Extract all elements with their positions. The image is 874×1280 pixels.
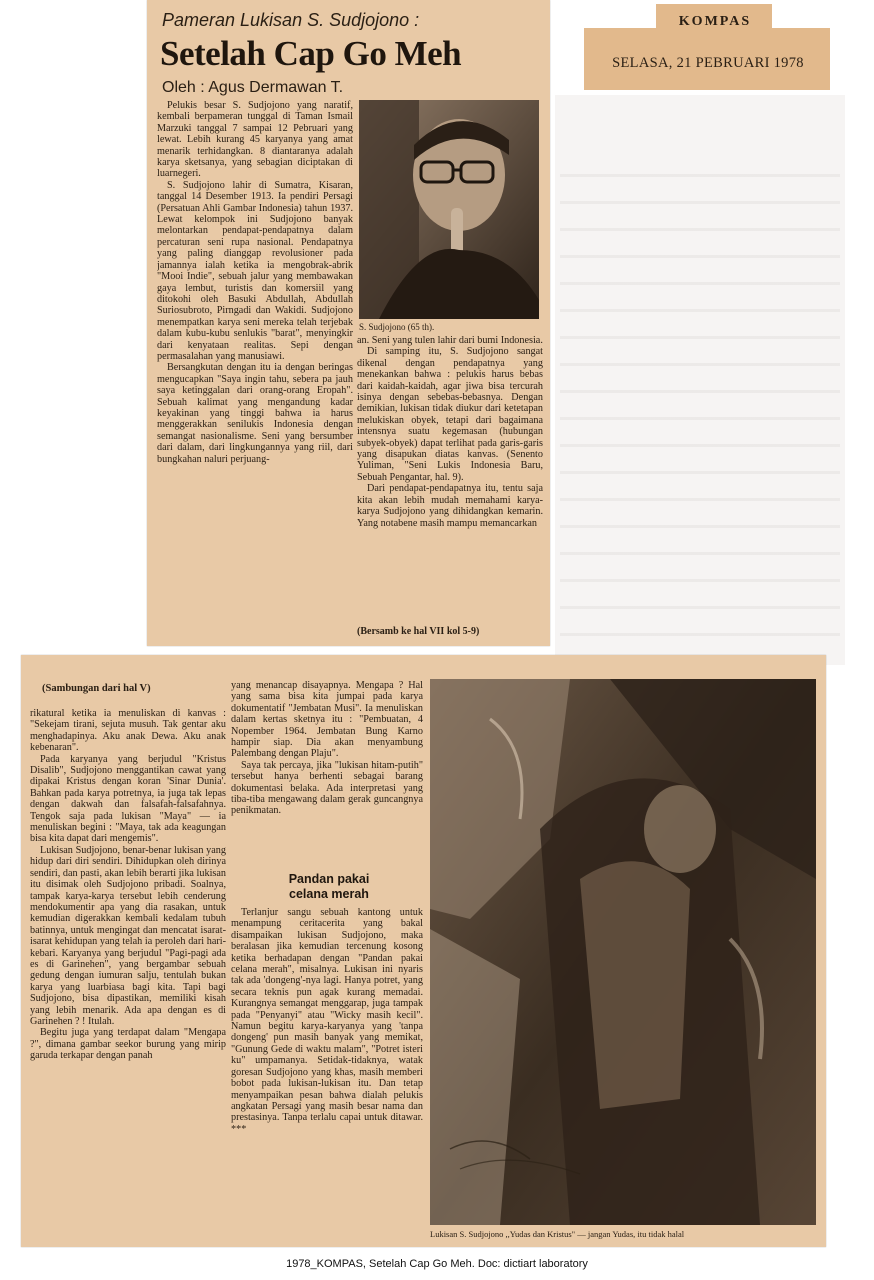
article-byline: Oleh : Agus Dermawan T. [162,79,344,96]
continuation-paragraph: Terlanjur sangu sebuah kantong untuk menampung ceritacerita yang bakal disampaikan lukisan Sudjojono, maka beralasan jika kemudian tercenung kosong ketika berhadapan dengan "Pandan pakai celana merah", misalnya. Lukisan ini nyaris tak ada 'dongeng'-nya lagi. Hanya potret, yang secara teknis pun agak kurang memadai. Kurangnya semangat menggarap, juga tampak pada "Penyanyi" atau "Wicky masih kecil". Namun begitu karya-karyanya yang 'tanpa dongeng' pun masih banyak yang memikat, "Gunung Gede di waktu malam", "Potret isteri ku" umpamanya. Setidak-tidaknya, watak goresan Sudjojono yang khas, masih memberi bobot pada lukisan-lukisan itu. Dan tetap menyampaikan pesan bahwa dialah pelukis angkatan Persagi yang masih besar nama dan prestasinya. Tanpa terlalu capai untuk ditawar. *** [231,907,423,1135]
continuation-paragraph: Saya tak percaya, jika "lukisan hitam-putih" tersebut hanya berhenti sebagai barang dokumentasi belaka. Ada interpretasi yang tiba-tiba mengawang dalam gerak guncangnya penikmatan. [231,759,423,817]
continuation-subhead: Pandan pakai celana merah [288,872,370,901]
continuation-column-2-top [231,680,423,866]
portrait-caption: S. Sudjojono (65 th). [359,322,435,332]
footer-credit: 1978_KOMPAS, Setelah Cap Go Meh. Doc: dictiart laboratory [286,1258,588,1270]
painting-caption: Lukisan S. Sudjojono ,,Yudas dan Kristus" — jangan Yudas, itu tidak halal [430,1229,685,1239]
portrait-icon [359,100,539,319]
article-paragraph: an. Seni yang tulen lahir dari bumi Indonesia. [357,335,543,346]
article-paragraph: Bersangkutan dengan itu ia dengan beringas mengucapkan "Saya ingin tahu, sebera pa jauh saya ketinggalan dari orang-orang Eropah". Sebuah kalimat yang mengandung kadar keyakinan yang tinggi bahwa ia harus menggerakkan senilukis Indonesia dengan semangat nasionalisme. Seni yang bersumber dari dalam, dari lingkungannya yang riil, dari bungkahan naluri perjuang- [157,362,353,465]
article-kicker: Pameran Lukisan S. Sudjojono : [162,10,420,30]
continuation-paragraph: Begitu juga yang terdapat dalam "Mengapa ?", dimana gambar seekor burung yang mirip garuda terkapar dengan panah [30,1027,226,1062]
continuation-paragraph: yang menancap disayapnya. Mengapa ? Hal yang sama bisa kita jumpai pada karya dokumentatif "Jembatan Musi". Ia menuliskan dalam kertas sketnya itu : "Pembuatan, 4 Nopember 1964. Jembatan Bung Karno hampir siap. Dia akan menyambung Palembang dengan Plaju". [231,680,423,760]
article-headline: Setelah Cap Go Meh [160,34,462,73]
background-sheet-lines [560,150,840,650]
continuation-column-2-bottom [231,907,423,1240]
article-column-1 [157,100,353,640]
masthead-date: SELASA, 21 PEBRUARI 1978 [612,55,804,71]
article-paragraph: S. Sudjojono lahir di Sumatra, Kisaran, tanggal 14 Desember 1913. Ia pendiri Persagi (Persatuan Ahli Gambar Indonesia) tahun 1937. Lewat kelompok ini Sudjojono banyak melontarkan pendapat-pendapatnya dalam percaturan seni rupa nasional. Pendapatnya yang paling dianggap revolusioner pada jamannya ialah ketika ia mengobrak-abrik "Mooi Indie", sebuah jalur yang membawakan gaya lembut, turistis dan komersiil yang ditokohi oleh Basuki Abdullah, Abdullah Suriosubroto, Pirngadi dan Wakidi. Sudjojono menempatkan karya seni mereka telah terjebak dalam kubu-kubu senlukis "barat", menyingkir dari kenyataan realitas. Sepi dengan permasalahan yang manusiawi. [157,179,353,362]
article-column-2 [357,335,543,623]
masthead-name: KOMPAS [678,14,752,29]
continued-note: (Bersamb ke hal VII kol 5-9) [357,626,480,637]
continuation-paragraph: Lukisan Sudjojono, benar-benar lukisan yang hidup dari diri sendiri. Dihidupkan oleh dirinya sendiri, dan pasti, akan lebih berarti jika lukisan itu disimak oleh Sudjojono pribadi. Soalnya, tampak karya-karya tersebut lebih cenderung mendokumentir apa yang dia rasakan, untuk kemudian digerakkan kembali kedalam tubuh batinnya, untuk mengingat dan mencatat isarat-isarat kehidupan yang telah ia peroleh dari hari-kebari. Karyanya yang berjudul "Pagi-pagi ada es di Garinehen", yang bergambar sebuah gedung dengan iumuran salju, tentulah bukan karya yang luarbiasa bagi kita. Tapi bagi Sudjojono, bisa dipastikan, memiliki kisah yang lebih menarik. Ada apa dengan es di Garinehen ? ! Itulah. [30,844,226,1027]
article-paragraph: Pelukis besar S. Sudjojono yang naratif, kembali berpameran tunggal di Taman Ismail Marzuki tanggal 7 sampai 12 Pebruari yang lewat. Lebih kurang 45 karyanya yang amat menarik terhidangkan. 8 diantaranya adalah karya sketsanya, yang sebagian diciptakan di luarnegeri. [157,100,353,180]
continuation-column-1 [30,708,226,1240]
painting-photo [430,679,816,1225]
portrait-photo [359,100,539,319]
article-paragraph: Dari pendapat-pendapatnya itu, tentu saja kita akan lebih mudah memahami karya-karya Sudjojono yang dihidangkan kemarin. Yang notabene masih mampu memancarkan [357,483,543,529]
continuation-paragraph: Pada karyanya yang berjudul "Kristus Disalib", Sudjojono menggantikan cawat yang dipakai Kristus dengan koran 'Sinar Dunia'. Bahkan pada karya potretnya, ia juga tak lepas dengan dakwah dan falsafah-falsafahnya. Tengok saja pada lukisan "Maya" — ia menuliskan begini : "Maya, tak ada keagungan bisa kita dapat dari mengemis". [30,753,226,845]
painting-icon [430,679,816,1225]
continuation-label: (Sambungan dari hal V) [42,683,151,694]
continuation-paragraph: rikatural ketika ia menuliskan di kanvas : "Sekejam tirani, sejuta musuh. Tak gentar aku menghadapinya. Aku anak Dewa. Aku anak kebenaran". [30,708,226,754]
article-paragraph: Di samping itu, S. Sudjojono sangat dikenal dengan pendapatnya yang menekankan bahwa : pelukis harus bebas dari kaidah-kaidah, agar jiwa bisa tercurah isinya dengan sebebas-bebasnya. Dengan demikian, lukisan tidak diukur dari ketetapan melukiskan obyek, tetapi dari bagaimana intensnya suatu kegemasan (hubungan subyek-obyek) dapat terlihat pada garis-garis yang disapukan diatas kanvas. (Senento Yuliman, "Seni Lukis Indonesia Baru, Sebuah Pengantar, hal. 9). [357,346,543,483]
